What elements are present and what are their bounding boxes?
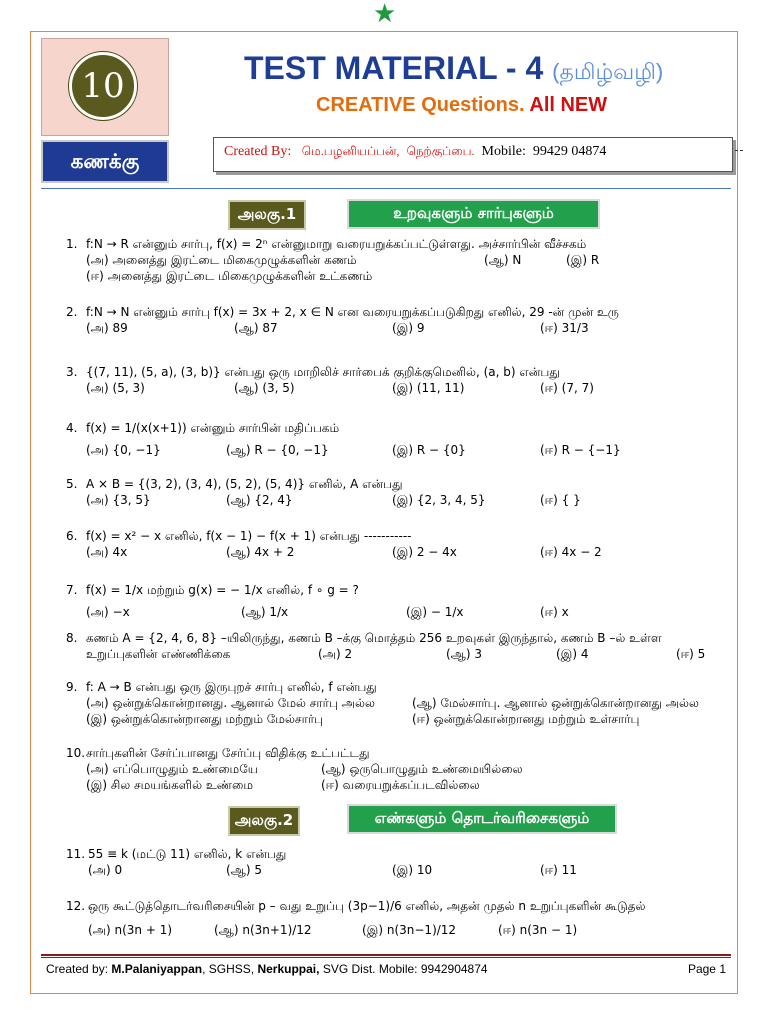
footer-school: , SGHSS, bbox=[202, 962, 255, 976]
unit-1-label: அலகு.1 bbox=[228, 200, 306, 230]
unit-1-title: உறவுகளும் சார்புகளும் bbox=[347, 199, 600, 229]
question-number: 7. bbox=[66, 583, 78, 597]
option-d: (ஈ) 31/3 bbox=[540, 321, 589, 335]
created-by-label: Created By: bbox=[224, 144, 292, 159]
option-d: (ஈ) x bbox=[540, 605, 569, 619]
question-1 bbox=[66, 236, 734, 284]
option-c: (இ) n(3n−1)/12 bbox=[362, 923, 457, 937]
question-4 bbox=[66, 420, 734, 458]
option-d: (ஈ) 4x − 2 bbox=[540, 545, 602, 559]
option-a: (அ) 0 bbox=[88, 863, 123, 877]
question-6 bbox=[66, 528, 734, 560]
option-a: (அ) −x bbox=[86, 605, 130, 619]
question-text: f: A → B என்பது ஒரு இருபுறச் சார்பு எனில், f என்பது bbox=[86, 680, 377, 694]
footer-author: M.Palaniyappan bbox=[111, 962, 203, 976]
option-c: (இ) 10 bbox=[392, 863, 433, 877]
question-text: {(7, 11), (5, a), (3, b)} என்பது ஒரு மாறிலிச் சார்பைக் குறிக்குமெனில், (a, b) என்பது bbox=[86, 365, 560, 379]
footer-created-by: Created by: bbox=[46, 962, 109, 976]
question-text: 55 ≡ k (மட்டு 11) எனில், k என்பது bbox=[88, 847, 287, 861]
option-b: (ஆ) மேல்சார்பு. ஆனால் ஒன்றுக்கொன்றானது அல்ல bbox=[412, 696, 699, 710]
subtitle-creative: CREATIVE Questions. bbox=[316, 94, 525, 116]
page-subtitle bbox=[316, 94, 607, 117]
question-text: A × B = {(3, 2), (3, 4), (5, 2), (5, 4)} எனில், A என்பது bbox=[86, 477, 403, 491]
subtitle-new: All NEW bbox=[529, 94, 608, 116]
question-text: f:N → N என்னும் சார்பு f(x) = 3x + 2, x ∈ N என வரையறுக்கப்படுகிறது எனில், 29 -ன் முன் உரு bbox=[86, 305, 619, 319]
title-text: TEST MATERIAL - 4 bbox=[244, 50, 544, 86]
grade-box bbox=[41, 38, 169, 136]
question-number: 11. bbox=[66, 847, 86, 861]
unit-2-title: எண்களும் தொடர்வரிசைகளும் bbox=[347, 804, 617, 834]
question-5 bbox=[66, 476, 734, 508]
question-text-cont: உறுப்புகளின் எண்ணிக்கை bbox=[86, 647, 231, 661]
page-number: Page 1 bbox=[687, 962, 726, 976]
question-7 bbox=[66, 582, 734, 620]
option-d: (ஈ) வரையறுக்கப்படவில்லை bbox=[321, 778, 480, 792]
option-b: (ஆ) 4x + 2 bbox=[226, 545, 295, 559]
mobile-number: 99429 04874 bbox=[532, 144, 607, 159]
option-a: (அ) {3, 5} bbox=[86, 493, 151, 507]
option-b: (ஆ) ஒருபொழுதும் உண்மையில்லை bbox=[321, 762, 523, 776]
option-a: (அ) 2 bbox=[318, 647, 353, 661]
question-text: f:N → R என்னும் சார்பு, f(x) = 2ⁿ என்னுமாறு வரையறுக்கப்பட்டுள்ளது. அச்சார்பின் வீச்சகம் bbox=[86, 237, 587, 251]
question-number: 4. bbox=[66, 421, 78, 435]
question-11 bbox=[66, 846, 734, 878]
question-number: 10. bbox=[66, 746, 86, 760]
option-a: (அ) 4x bbox=[86, 545, 128, 559]
question-number: 3. bbox=[66, 365, 78, 379]
option-a: (அ) {0, −1} bbox=[86, 443, 161, 457]
page-title bbox=[244, 50, 663, 88]
question-number: 9. bbox=[66, 680, 78, 694]
option-c: (இ) ஒன்றுக்கொன்றானது மற்றும் மேல்சார்பு bbox=[86, 712, 324, 726]
question-text: f(x) = 1/(x(x+1)) என்னும் சார்பின் மதிப்பகம் bbox=[86, 421, 340, 435]
option-b: (ஆ) R − {0, −1} bbox=[226, 443, 329, 457]
option-b: (ஆ) N bbox=[484, 253, 522, 267]
option-c: (இ) 9 bbox=[392, 321, 425, 335]
option-c: (இ) (11, 11) bbox=[392, 381, 465, 395]
option-d: (ஈ) ஒன்றுக்கொன்றானது மற்றும் உள்சார்பு bbox=[412, 712, 640, 726]
author-place: நெற்குப்பை. bbox=[406, 144, 475, 158]
option-a: (அ) எப்பொழுதும் உண்மையே bbox=[86, 762, 259, 776]
title-medium: (தமிழ்வழி) bbox=[552, 59, 664, 84]
footer-district-mobile: SVG Dist. Mobile: 9942904874 bbox=[322, 962, 488, 976]
option-a: (அ) ஒன்றுக்கொன்றானது. ஆனால் மேல் சார்பு அல்ல bbox=[86, 696, 375, 710]
divider-dash bbox=[735, 150, 743, 151]
option-a: (அ) n(3n + 1) bbox=[88, 923, 173, 937]
question-text: f(x) = 1/x மற்றும் g(x) = − 1/x எனில், f ∘ g = ? bbox=[86, 583, 359, 597]
option-b: (ஆ) 5 bbox=[226, 863, 262, 877]
option-d: (ஈ) R − {−1} bbox=[540, 443, 621, 457]
option-a: (அ) (5, 3) bbox=[86, 381, 145, 395]
option-d: (ஈ) 11 bbox=[540, 863, 577, 877]
option-a: (அ) 89 bbox=[86, 321, 128, 335]
question-2 bbox=[66, 304, 734, 336]
page-footer bbox=[46, 962, 726, 976]
question-number: 8. bbox=[66, 631, 78, 645]
footer-town: Nerkuppai, bbox=[257, 962, 320, 976]
option-d: (ஈ) அனைத்து இரட்டை மிகைமுழுக்களின் உட்கணம் bbox=[86, 269, 373, 283]
author-name: மெ.பழனியப்பன், bbox=[301, 144, 400, 158]
option-a: (அ) அனைத்து இரட்டை மிகைமுழுக்களின் கணம் bbox=[86, 253, 357, 267]
option-c: (இ) 4 bbox=[556, 647, 589, 661]
option-c: (இ) R bbox=[566, 253, 600, 267]
star-icon: ★ bbox=[373, 0, 397, 29]
option-b: (ஆ) n(3n+1)/12 bbox=[214, 923, 312, 937]
question-number: 1. bbox=[66, 237, 78, 251]
option-d: (ஈ) 5 bbox=[676, 647, 706, 661]
grade-badge: 10 bbox=[69, 52, 137, 120]
creator-box bbox=[213, 137, 733, 172]
option-b: (ஆ) (3, 5) bbox=[234, 381, 295, 395]
footer-divider-thin bbox=[41, 957, 731, 958]
option-b: (ஆ) 3 bbox=[446, 647, 482, 661]
question-12 bbox=[66, 898, 734, 938]
question-text: ஒரு கூட்டுத்தொடர்வரிசையின் p – வது உறுப்பு (3p−1)/6 எனில், அதன் முதல் n உறுப்புகளின் கூடுதல் bbox=[88, 899, 646, 913]
option-b: (ஆ) {2, 4} bbox=[226, 493, 293, 507]
option-c: (இ) R − {0} bbox=[392, 443, 466, 457]
question-9 bbox=[66, 679, 734, 727]
question-3 bbox=[66, 364, 734, 396]
question-10 bbox=[66, 745, 734, 793]
option-d: (ஈ) n(3n − 1) bbox=[498, 923, 578, 937]
footer-divider bbox=[41, 954, 731, 956]
option-b: (ஆ) 87 bbox=[234, 321, 278, 335]
question-8 bbox=[66, 630, 734, 662]
question-number: 5. bbox=[66, 477, 78, 491]
option-d: (ஈ) (7, 7) bbox=[540, 381, 594, 395]
question-text: கணம் A = {2, 4, 6, 8} –யிலிருந்து, கணம் B –க்கு மொத்தம் 256 உறவுகள் இருந்தால், கணம் B –ல் உள்ள bbox=[86, 631, 662, 645]
question-text: f(x) = x² − x எனில், f(x − 1) − f(x + 1) என்பது ----------- bbox=[86, 529, 412, 543]
question-number: 6. bbox=[66, 529, 78, 543]
option-c: (இ) சில சமயங்களில் உண்மை bbox=[86, 778, 254, 792]
question-text: சார்புகளின் சேர்ப்பானது சேர்ப்பு விதிக்கு உட்பட்டது bbox=[86, 746, 370, 760]
question-number: 2. bbox=[66, 305, 78, 319]
subject-label: கணக்கு bbox=[41, 140, 169, 183]
question-number: 12. bbox=[66, 899, 86, 913]
option-c: (இ) 2 − 4x bbox=[392, 545, 457, 559]
option-d: (ஈ) { } bbox=[540, 493, 581, 507]
mobile-label: Mobile: bbox=[481, 144, 526, 159]
option-c: (இ) {2, 3, 4, 5} bbox=[392, 493, 486, 507]
unit-2-label: அலகு.2 bbox=[228, 806, 300, 836]
option-b: (ஆ) 1/x bbox=[241, 605, 289, 619]
header-divider bbox=[41, 188, 731, 189]
option-c: (இ) − 1/x bbox=[406, 605, 464, 619]
